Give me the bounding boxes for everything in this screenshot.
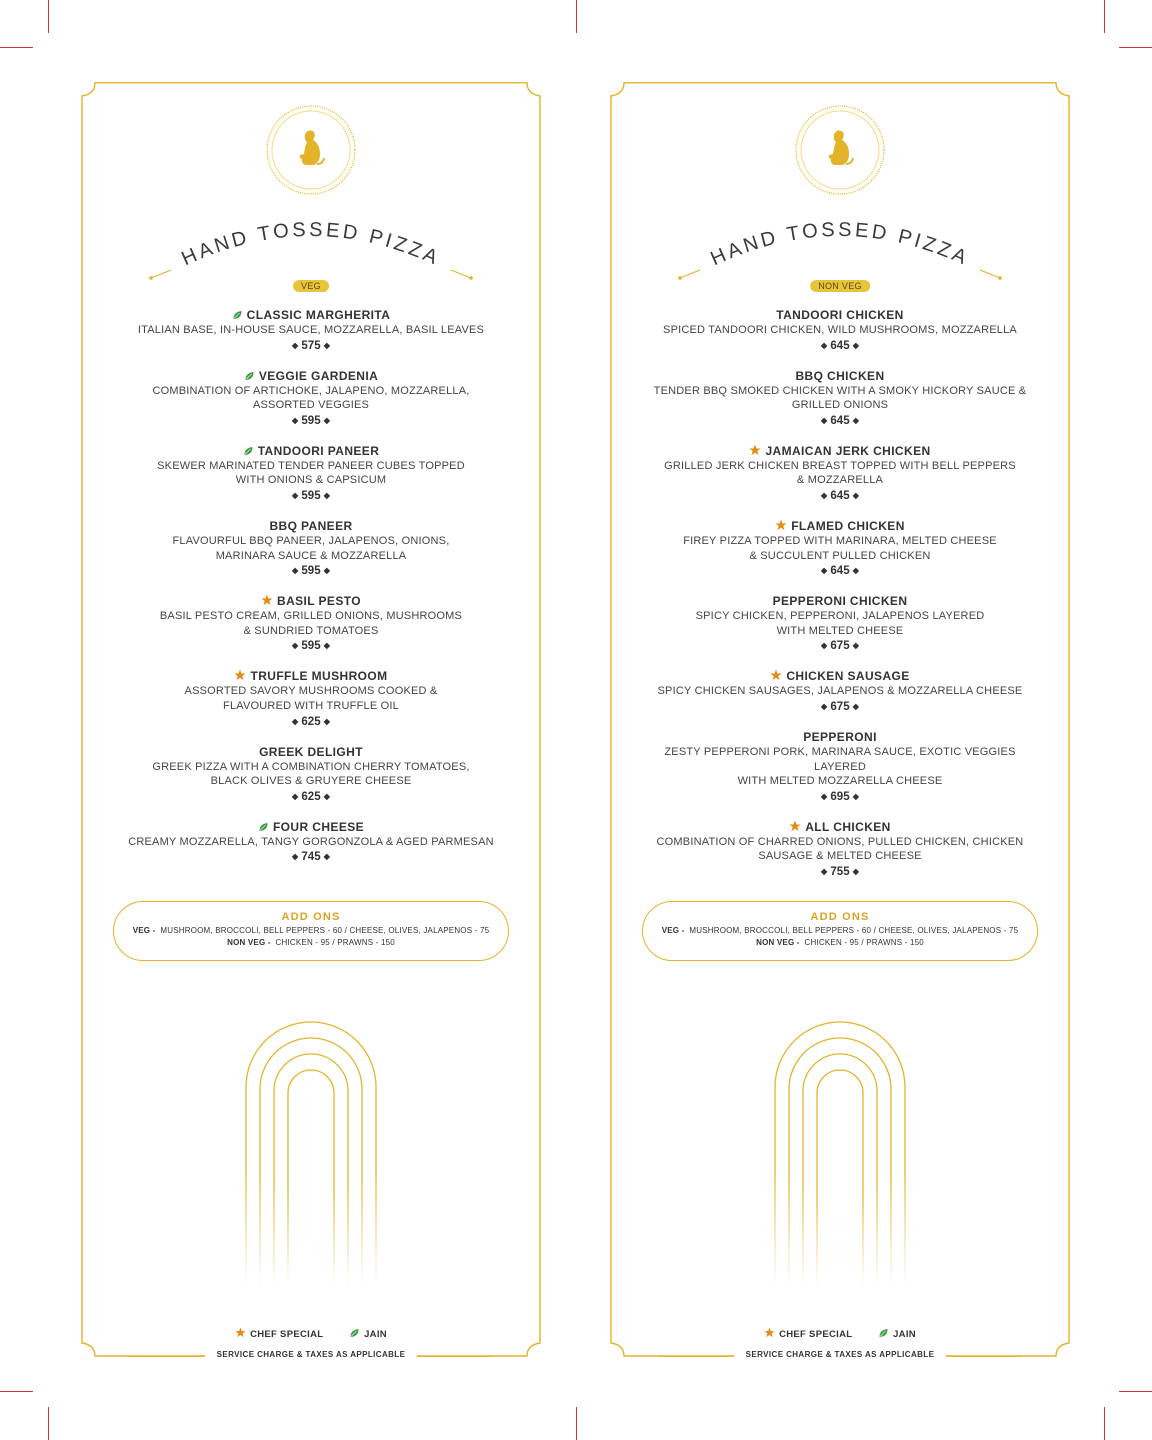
- item-price-value: 755: [830, 865, 850, 878]
- menu-items: [101, 308, 521, 865]
- item-price-value: 645: [830, 414, 850, 427]
- addons-box: [642, 901, 1038, 961]
- item-name: [630, 444, 1050, 459]
- item-description: SPICY CHICKEN SAUSAGES, JALAPENOS & MOZZARELLA CHEESE: [657, 685, 1023, 698]
- item-description: ASSORTED SAVORY MUSHROOMS COOKED &: [184, 685, 438, 698]
- item-name: [630, 594, 1050, 609]
- crop-mark: [0, 47, 33, 48]
- item-description: COMBINATION OF CHARRED ONIONS, PULLED CHICKEN, CHICKEN: [656, 835, 1024, 848]
- item-name-text: TANDOORI CHICKEN: [776, 308, 904, 322]
- item-description: GRILLED ONIONS: [791, 399, 889, 412]
- legend-chef-special: CHEF SPECIAL: [779, 1329, 853, 1340]
- menu-item: [630, 669, 1050, 715]
- item-name-text: CHICKEN SAUSAGE: [786, 669, 910, 684]
- item-price-value: 745: [301, 851, 321, 864]
- item-price: ◆ 695 ◆: [821, 790, 859, 803]
- item-name: [101, 369, 521, 384]
- item-name-text: BBQ CHICKEN: [795, 368, 885, 383]
- item-description: FIREY PIZZA TOPPED WITH MARINARA, MELTED CHEESE: [683, 534, 997, 547]
- item-description: SPICY CHICKEN, PEPPERONI, JALAPENOS LAYERED: [695, 610, 985, 623]
- item-price: ◆ 645 ◆: [821, 414, 859, 427]
- item-price-value: 595: [301, 489, 321, 502]
- item-name: [101, 308, 521, 323]
- item-description: GRILLED JERK CHICKEN BREAST TOPPED WITH BELL PEPPERS: [664, 459, 1016, 472]
- star-icon: [770, 669, 782, 681]
- item-description: MARINARA SAUCE & MOZZARELLA: [215, 549, 407, 562]
- item-price-value: 645: [830, 339, 850, 352]
- menu-item: [101, 745, 521, 805]
- crop-mark: [48, 0, 49, 33]
- item-price-value: 695: [830, 790, 850, 803]
- addons-nonveg-label: NON VEG -: [227, 938, 271, 947]
- addons-nonveg-line: [114, 938, 508, 947]
- legend-jain: JAIN: [364, 1329, 387, 1340]
- menu-item: [101, 369, 521, 429]
- item-name: [101, 745, 521, 760]
- star-icon: [235, 1327, 246, 1338]
- item-price-value: 645: [830, 565, 850, 578]
- title-arc: [668, 210, 1012, 288]
- footer-note: [81, 1350, 541, 1359]
- menu-item: [630, 730, 1050, 805]
- legend-jain: JAIN: [893, 1329, 916, 1340]
- item-name-text: TRUFFLE MUSHROOM: [250, 669, 388, 684]
- item-price-value: 595: [301, 565, 321, 578]
- addons-veg-text: MUSHROOM, BROCCOLI, BELL PEPPERS - 60 / CHEESE, OLIVES, JALAPENOS - 75: [160, 926, 490, 935]
- leaf-icon: [243, 446, 254, 456]
- item-price: ◆ 625 ◆: [292, 715, 330, 728]
- item-description: WITH MELTED MOZZARELLA CHEESE: [737, 775, 943, 788]
- item-name: [101, 519, 521, 534]
- addons-nonveg-text: CHICKEN - 95 / PRAWNS - 150: [275, 938, 395, 947]
- menu-item: [101, 308, 521, 354]
- crop-mark: [1119, 1391, 1152, 1392]
- svg-text:HAND TOSSED PIZZA: [707, 219, 972, 270]
- star-icon: [261, 594, 273, 606]
- menu-item: [630, 820, 1050, 880]
- item-name-text: PEPPERONI CHICKEN: [772, 594, 908, 609]
- item-price-value: 675: [830, 640, 850, 653]
- menu-item: [101, 820, 521, 866]
- category-tag: VEG: [293, 280, 329, 292]
- crop-mark: [0, 1391, 33, 1392]
- crop-mark: [1104, 1407, 1105, 1440]
- menu-item: [630, 308, 1050, 354]
- item-description: TENDER BBQ SMOKED CHICKEN WITH A SMOKY HICKORY SAUCE &: [653, 384, 1027, 397]
- item-price: ◆ 755 ◆: [821, 865, 859, 878]
- item-name: [630, 820, 1050, 835]
- tiger-logo-icon: [265, 104, 357, 196]
- addons-veg-text: MUSHROOM, BROCCOLI, BELL PEPPERS - 60 / CHEESE, OLIVES, JALAPENOS - 75: [689, 926, 1019, 935]
- category-tag: NON VEG: [810, 280, 870, 292]
- item-price: ◆ 645 ◆: [821, 489, 859, 502]
- leaf-icon: [349, 1328, 360, 1338]
- legend-chef-special: CHEF SPECIAL: [250, 1329, 324, 1340]
- item-price: ◆ 595 ◆: [292, 489, 330, 502]
- item-description: & MOZZARELLA: [796, 474, 884, 487]
- item-description: GREEK PIZZA WITH A COMBINATION CHERRY TOMATOES,: [152, 760, 470, 773]
- leaf-icon: [258, 822, 269, 832]
- item-price: ◆ 575 ◆: [292, 339, 330, 352]
- menu-items: [630, 308, 1050, 880]
- item-name-text: BASIL PESTO: [277, 594, 361, 609]
- addons-veg-line: [114, 926, 508, 935]
- star-icon: [749, 444, 761, 456]
- star-icon: [789, 820, 801, 832]
- item-name-text: TANDOORI PANEER: [257, 443, 380, 458]
- star-icon: [764, 1327, 775, 1338]
- item-price: ◆ 595 ◆: [292, 640, 330, 653]
- legend: [610, 1327, 1070, 1340]
- item-name: [630, 369, 1050, 384]
- crop-mark: [1104, 0, 1105, 33]
- menu-item: [630, 369, 1050, 429]
- item-name-text: ALL CHICKEN: [805, 819, 891, 834]
- tiger-logo-icon: [794, 104, 886, 196]
- star-icon: [234, 669, 246, 681]
- leaf-icon: [878, 1328, 889, 1338]
- addons-nonveg-line: [643, 938, 1037, 947]
- item-description: SAUSAGE & MELTED CHEESE: [758, 850, 922, 863]
- item-name-text: VEGGIE GARDENIA: [258, 368, 379, 383]
- item-description: ASSORTED VEGGIES: [252, 399, 370, 412]
- item-name-text: GREEK DELIGHT: [259, 744, 363, 759]
- item-price: ◆ 675 ◆: [821, 640, 859, 653]
- addons-title: ADD ONS: [810, 911, 870, 923]
- arch-decoration: [241, 1017, 381, 1287]
- item-description: SPICED TANDOORI CHICKEN, WILD MUSHROOMS, MOZZARELLA: [663, 324, 1017, 336]
- item-price-value: 575: [301, 339, 321, 352]
- star-icon: [775, 519, 787, 531]
- leaf-icon: [232, 310, 243, 320]
- item-description: ITALIAN BASE, IN-HOUSE SAUCE, MOZZARELLA, BASIL LEAVES: [137, 324, 485, 336]
- item-description: BASIL PESTO CREAM, GRILLED ONIONS, MUSHROOMS: [159, 610, 463, 623]
- item-name: [101, 820, 521, 835]
- item-price-value: 595: [301, 414, 321, 427]
- item-name: [630, 730, 1050, 745]
- item-description: WITH MELTED CHEESE: [776, 624, 904, 637]
- menu-item: [101, 669, 521, 729]
- menu-item: [630, 444, 1050, 504]
- footer-note: [610, 1350, 1070, 1359]
- item-description: FLAVOURED WITH TRUFFLE OIL: [223, 699, 399, 712]
- item-price: ◆ 675 ◆: [821, 700, 859, 713]
- item-price-value: 675: [830, 700, 850, 713]
- footer-text: SERVICE CHARGE & TAXES AS APPLICABLE: [734, 1350, 947, 1359]
- item-name: [101, 669, 521, 684]
- item-price-value: 625: [301, 790, 321, 803]
- item-description: SKEWER MARINATED TENDER PANEER CUBES TOPPED: [157, 459, 465, 472]
- item-price-value: 595: [301, 640, 321, 653]
- menu-item: [101, 594, 521, 654]
- addons-nonveg-label: NON VEG -: [756, 938, 800, 947]
- item-price-value: 625: [301, 715, 321, 728]
- item-name-text: FLAMED CHICKEN: [791, 518, 905, 533]
- svg-text:HAND TOSSED PIZZA: [178, 219, 443, 270]
- item-description: & SUNDRIED TOMATOES: [243, 624, 379, 637]
- addons-veg-label: VEG -: [661, 926, 685, 935]
- item-name-text: PEPPERONI: [803, 729, 877, 744]
- item-name: [101, 594, 521, 609]
- menu-item: [630, 519, 1050, 579]
- footer-text: SERVICE CHARGE & TAXES AS APPLICABLE: [205, 1350, 418, 1359]
- addons-veg-label: VEG -: [132, 926, 156, 935]
- item-description: ZESTY PEPPERONI PORK, MARINARA SAUCE, EXOTIC VEGGIES LAYERED: [664, 745, 1016, 773]
- item-name-text: JAMAICAN JERK CHICKEN: [765, 443, 931, 458]
- item-price: ◆ 645 ◆: [821, 565, 859, 578]
- item-description: WITH ONIONS & CAPSICUM: [235, 474, 387, 487]
- addons-nonveg-text: CHICKEN - 95 / PRAWNS - 150: [804, 938, 924, 947]
- page-title: HAND TOSSED PIZZA: [178, 218, 444, 271]
- title-arc: [139, 210, 483, 288]
- arch-decoration: [770, 1017, 910, 1287]
- addons-title: ADD ONS: [281, 911, 341, 923]
- menu-panel-veg: [81, 82, 541, 1357]
- menu-item: [630, 594, 1050, 654]
- menu-panel-nonveg: [610, 82, 1070, 1357]
- item-name: [630, 669, 1050, 684]
- menu-item: [101, 444, 521, 504]
- crop-mark: [48, 1407, 49, 1440]
- item-price: ◆ 595 ◆: [292, 414, 330, 427]
- item-price: ◆ 745 ◆: [292, 851, 330, 864]
- item-description: FLAVOURFUL BBQ PANEER, JALAPENOS, ONIONS,: [172, 534, 450, 547]
- addons-veg-line: [643, 926, 1037, 935]
- item-price: ◆ 625 ◆: [292, 790, 330, 803]
- item-name-text: FOUR CHEESE: [272, 819, 365, 834]
- item-name: [630, 308, 1050, 323]
- item-description: CREAMY MOZZARELLA, TANGY GORGONZOLA & AGED PARMESAN: [128, 835, 494, 848]
- page-title: HAND TOSSED PIZZA: [707, 218, 973, 271]
- item-name: [630, 519, 1050, 534]
- item-description: BLACK OLIVES & GRUYERE CHEESE: [210, 775, 412, 788]
- addons-box: [113, 901, 509, 961]
- item-name-text: BBQ PANEER: [269, 518, 353, 533]
- crop-mark: [576, 1407, 577, 1440]
- item-description: COMBINATION OF ARTICHOKE, JALAPENO, MOZZARELLA,: [152, 384, 470, 397]
- leaf-icon: [244, 371, 255, 381]
- item-name: [101, 444, 521, 459]
- crop-mark: [1119, 47, 1152, 48]
- legend: [81, 1327, 541, 1340]
- item-price: ◆ 645 ◆: [821, 339, 859, 352]
- item-description: & SUCCULENT PULLED CHICKEN: [749, 549, 931, 562]
- item-price-value: 645: [830, 489, 850, 502]
- item-price: ◆ 595 ◆: [292, 565, 330, 578]
- crop-mark: [576, 0, 577, 33]
- item-name-text: CLASSIC MARGHERITA: [246, 308, 391, 322]
- menu-item: [101, 519, 521, 579]
